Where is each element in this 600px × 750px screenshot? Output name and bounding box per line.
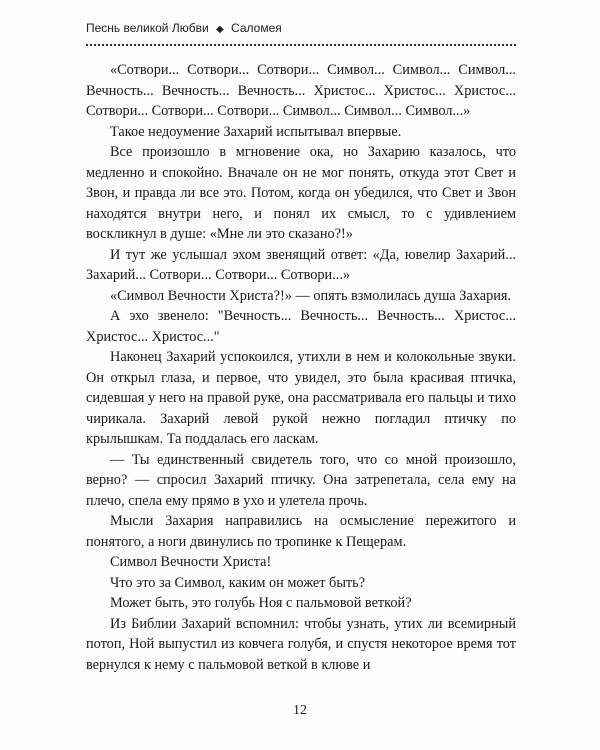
chapter-title: Саломея <box>231 21 282 35</box>
body-text <box>86 60 516 675</box>
running-header <box>86 21 516 35</box>
paragraph: — Ты единственный свидетель того, что со мной произошло, верно? — спросил Захарий птичку. Она затрепетала, села ему на плечо, спела ему прямо в ухо и улетела прочь. <box>86 451 516 509</box>
paragraph: Наконец Захарий успокоился, утихли в нем и колокольные звуки. Он открыл глаза, и первое, что увидел, это была красивая птичка, сидевшая у него на правой руке, она рассматривала его пальцы и тихо чирикала. Захарий левой рукой нежно погладил птичку по крылышкам. Та поддалась его ласкам. <box>86 349 516 447</box>
header-dotted-rule <box>86 44 516 46</box>
paragraph: А эхо звенело: "Вечность... Вечность... Вечность... Христос... Христос... Христос..." <box>86 308 516 345</box>
paragraph: Все произошло в мгновение ока, но Захарию казалось, что медленно и спокойно. Вначале он не мог понять, откуда этот Свет и Звон, и правда ли все это. Потом, когда он убедился, что Свет и Звон находятся внутри него, и понял их смысл, то с удивлением воскликнул в душе: «Мне ли это сказано?!» <box>86 144 516 242</box>
paragraph: Что это за Символ, каким он может быть? <box>110 574 366 591</box>
paragraph: «Сотвори... Сотвори... Сотвори... Символ... Символ... Символ... Вечность... Вечность... Вечность... Христос... Христос... Христос... Сотвори... Сотвори... Сотвори... Символ... Символ... Символ...» <box>86 62 516 119</box>
paragraph: И тут же услышал эхом звенящий ответ: «Да, ювелир Захарий... Захарий... Сотвори... Сотвори... Сотвори...» <box>86 246 516 283</box>
page-number: 12 <box>293 703 307 718</box>
paragraph: Может быть, это голубь Ноя с пальмовой веткой? <box>110 595 412 611</box>
paragraph: Символ Вечности Христа! <box>110 554 272 570</box>
book-title: Песнь великой Любви <box>86 21 209 35</box>
paragraph: Из Библии Захарий вспомнил: чтобы узнать, утих ли всемирный потоп, Ной выпустил из ковчега голубя, и спустя некоторое время тот вернулся к нему с пальмовой веткой в клюве и <box>86 615 516 673</box>
paragraph: «Символ Вечности Христа?!» — опять взмолилась душа Захария. <box>110 287 512 304</box>
diamond-separator-icon: ◆ <box>216 24 224 35</box>
paragraph: Такое недоумение Захарий испытывал впервые. <box>110 123 402 140</box>
paragraph: Мысли Захария направились на осмысление пережитого и понятого, а ноги двинулись по тропинке к Пещерам. <box>86 513 516 550</box>
